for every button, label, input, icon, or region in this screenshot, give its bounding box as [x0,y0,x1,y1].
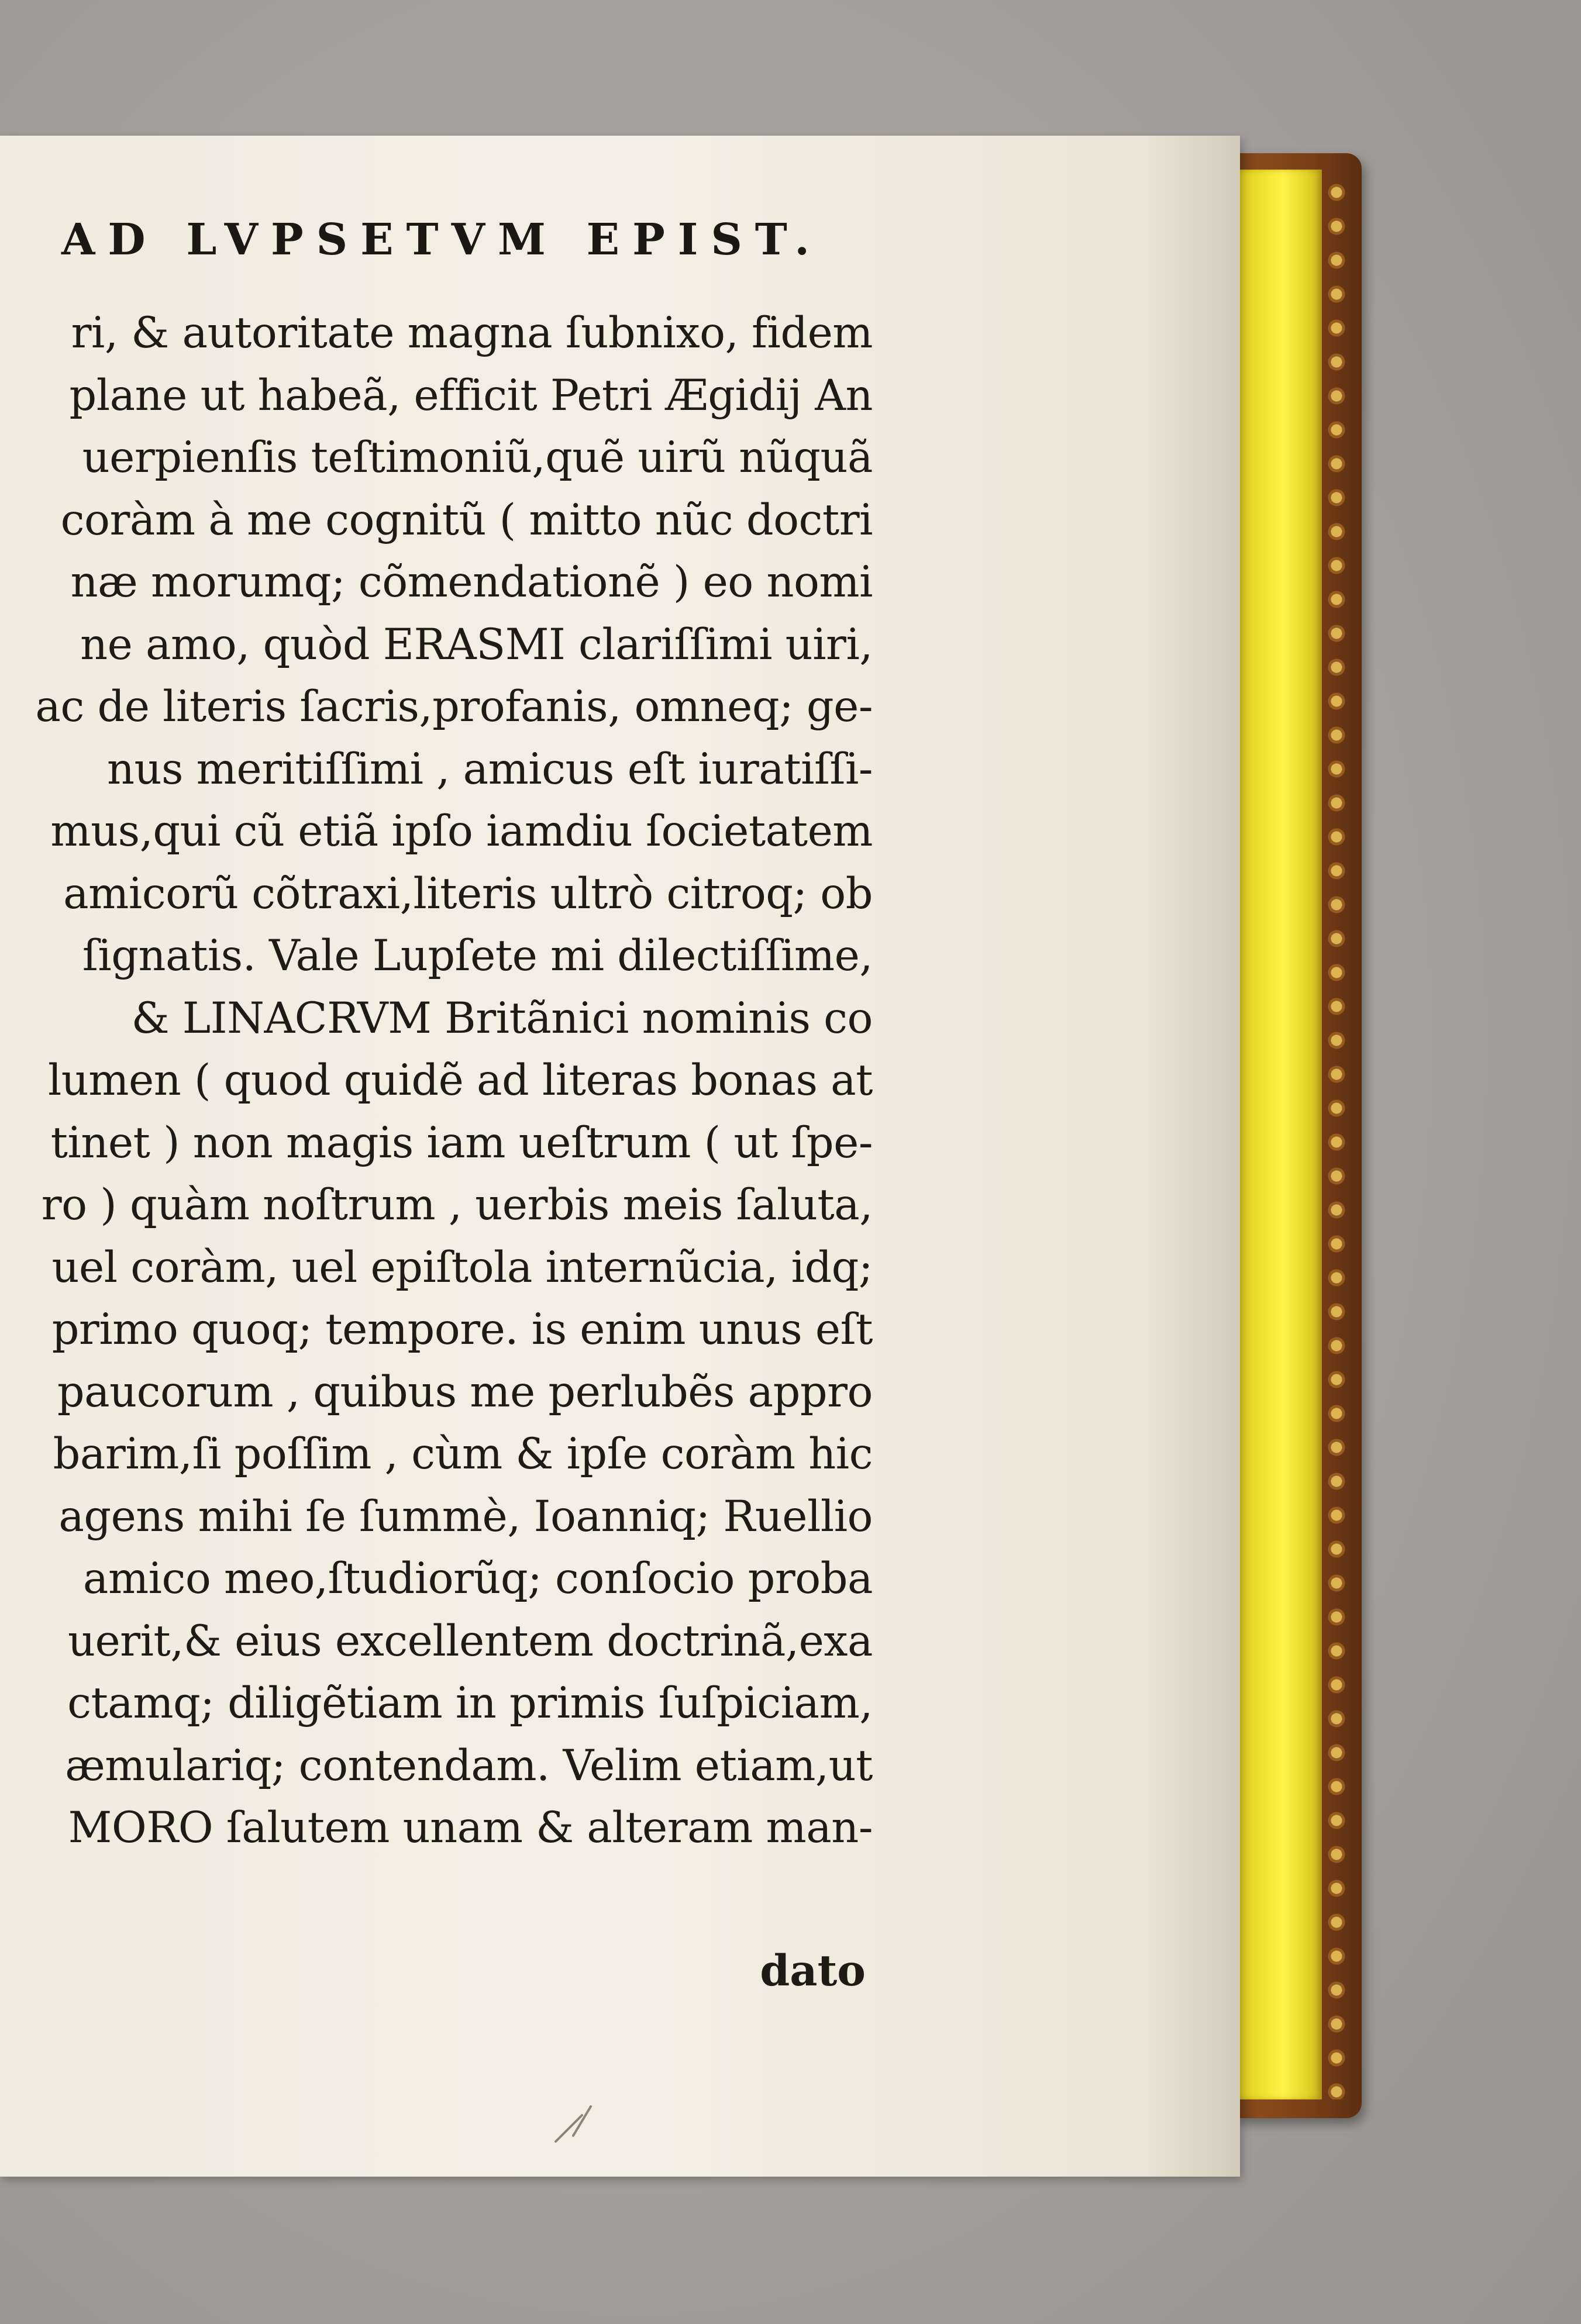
text-line: barim,ſi poſſim , cùm & ipſe coràm hic [53,1429,873,1479]
text-line: primo quoq; tempore. is enim unus eſt [51,1305,873,1354]
text-line: næ morumq; cõmendationẽ ) eo nomi [70,557,873,607]
text-line: mus,qui cũ etiã ipſo iamdiu ſocietatem [50,806,873,856]
text-line: ne amo, quòd ERASMI clariſſimi uiri, [80,619,873,670]
gilt-page-edge [1235,170,1322,2099]
text-line: lumen ( quod quidẽ ad literas bonas at [47,1056,873,1105]
text-line: coràm à me cognitũ ( mitto nũc doctri [60,495,873,545]
text-line: & LINACRVM Britãnici nominis co [131,993,873,1043]
text-line: uerit,& eius excellentem doctrinã,exa [67,1616,873,1666]
text-line: tinet ) non magis iam ueſtrum ( ut ſpe- [50,1118,873,1168]
text-line: uerpienſis teſtimoniũ,quẽ uirũ nũquã [82,433,873,482]
running-head: AD LVPSETVM EPIST. [61,215,823,265]
text-block [0,302,873,1860]
book-page [0,136,1240,2177]
catchword: dato [760,1946,866,1996]
text-line: paucorum , quibus me perlubẽs appro [57,1367,873,1417]
text-line: uel coràm, uel epiſtola internũcia, idq; [51,1242,873,1292]
text-line: ſignatis. Vale Lupſete mi dilectiſſime, [82,931,873,981]
text-line: æmulariq; contendam. Velim etiam,ut [65,1740,873,1791]
text-line: amicorũ cõtraxi,literis ultrò citroq; ob [63,868,873,919]
text-line: plane ut habeã, efficit Petri Ægidij An [69,370,873,420]
text-line: amico meo,ſtudiorũq; conſocio proba [82,1554,873,1604]
text-line: ctamq; diligẽtiam in primis ſuſpiciam, [67,1678,873,1728]
text-line: MORO ſalutem unam & alteram man- [68,1803,873,1853]
pencil-mark-icon [550,2095,602,2147]
page-edge-shadow [1135,136,1240,2177]
text-line: ro ) quàm noſtrum , uerbis meis ſaluta, [41,1180,873,1230]
binding-ornament [1323,175,1350,2099]
text-line: ac de literis ſacris,profanis, omneq; ge- [35,682,873,732]
text-line: nus meritiſſimi , amicus eſt iuratiſſi- [106,744,873,794]
text-line: ri, & autoritate magna ſubnixo, fidem [71,308,873,358]
text-line: agens mihi ſe ſummè, Ioanniq; Ruellio [58,1491,873,1542]
